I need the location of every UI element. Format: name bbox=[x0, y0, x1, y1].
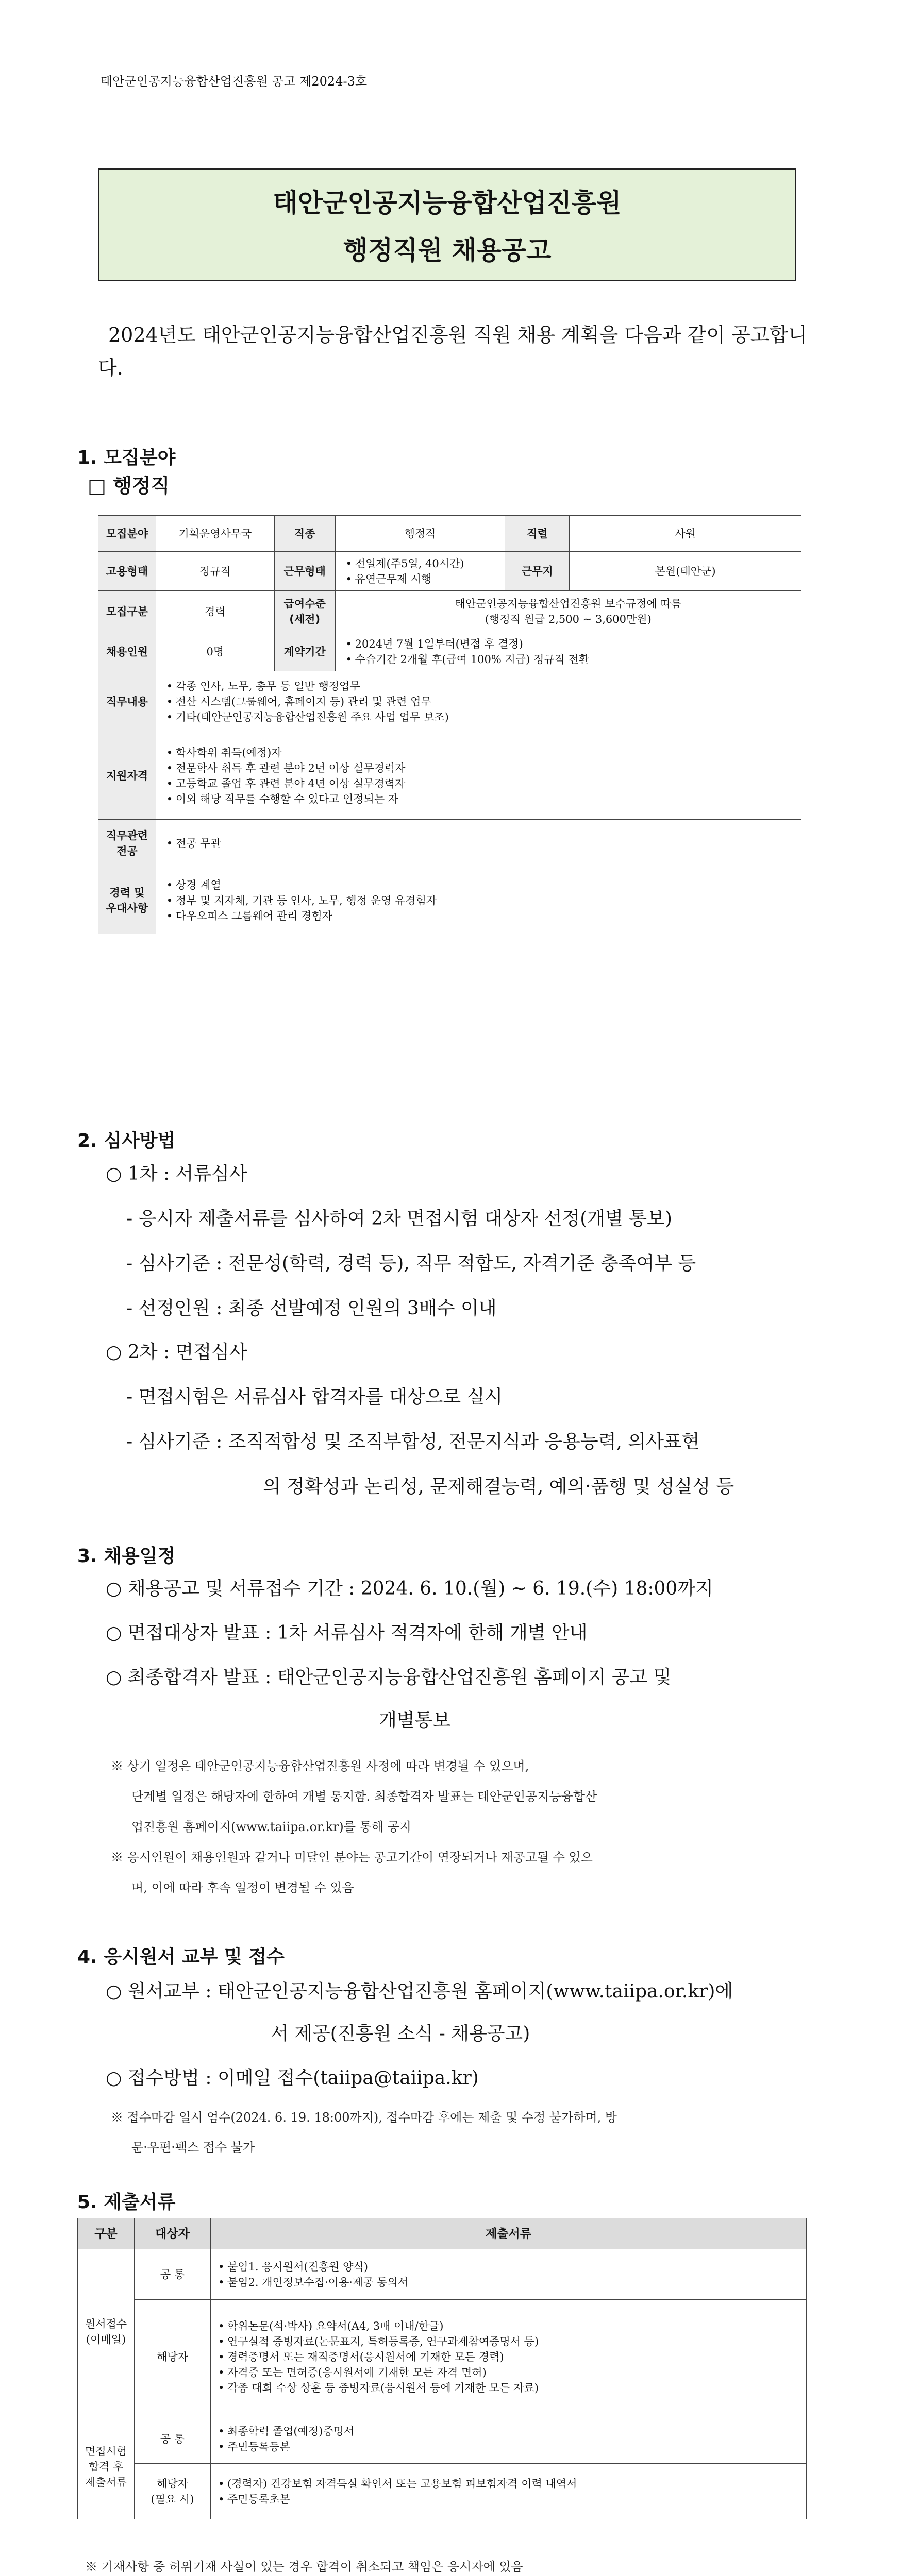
target-cell: 공 통 bbox=[135, 2414, 211, 2464]
table-key-line: 급여수준 bbox=[283, 597, 326, 610]
schedule-note: 업진흥원 홈페이지(www.taiipa.or.kr)를 통해 공지 bbox=[131, 1820, 411, 1834]
notice-number: 태안군인공지능융합산업진흥원 공고 제2024-3호 bbox=[101, 74, 368, 89]
schedule-note: 며, 이에 따라 후속 일정이 변경될 수 있음 bbox=[131, 1880, 354, 1895]
table-cell: 태안군인공지능융합산업진흥원 보수규정에 따름 (행정직 원급 2,500 ~ 3,600만원) bbox=[335, 591, 801, 632]
table-key: 고용형태 bbox=[98, 552, 156, 591]
group-label bbox=[78, 2249, 135, 2414]
table-key: 계약기간 bbox=[274, 632, 335, 671]
target-line: (필요 시) bbox=[151, 2493, 194, 2505]
list-item: • 경력증명서 또는 재직증명서(응시원서에 기재한 모든 경력) bbox=[216, 2349, 801, 2365]
docs-cell bbox=[211, 2414, 807, 2464]
review-line: - 면접시험은 서류심사 합격자를 대상으로 실시 bbox=[126, 1386, 503, 1408]
list-item: • 전산 시스템(그룹웨어, 홈페이지 등) 관리 및 관련 업무 bbox=[165, 694, 798, 709]
title-line2: 행정직원 채용공고 bbox=[343, 235, 552, 265]
application-line: ○ 접수방법 : 이메일 접수(taiipa@taiipa.kr) bbox=[106, 2067, 479, 2089]
application-note: ※ 접수마감 일시 엄수(2024. 6. 19. 18:00까지), 접수마감 후에는 제출 및 수정 불가하며, 방 bbox=[111, 2110, 617, 2125]
group-label bbox=[78, 2414, 135, 2519]
documents-note: ※ 기재사항 중 허위기재 사실이 있는 경우 합격이 취소되고 책임은 응시자에 있음 bbox=[85, 2560, 523, 2574]
table-cell bbox=[335, 632, 801, 671]
list-item: • 주민등록등본 bbox=[216, 2439, 801, 2454]
application-note: 문·우편·팩스 접수 불가 bbox=[131, 2140, 255, 2155]
table-cell bbox=[156, 671, 801, 732]
list-item: • 전일제(주5일, 40시간) bbox=[345, 556, 502, 571]
table-key-line: (세전) bbox=[289, 613, 321, 625]
table-cell: 기획운영사무국 bbox=[156, 516, 274, 552]
list-item: • 전공 무관 bbox=[165, 836, 798, 851]
table-key: 근무지 bbox=[505, 552, 570, 591]
group-label-line: 제출서류 bbox=[85, 2476, 127, 2488]
review-line: - 응시자 제출서류를 심사하여 2차 면접시험 대상자 선정(개별 통보) bbox=[126, 1208, 672, 1229]
table-key-line: 직무관련 bbox=[106, 829, 148, 842]
schedule-line: ○ 면접대상자 발표 : 1차 서류심사 적격자에 한해 개별 안내 bbox=[106, 1622, 588, 1643]
list-item: • 연구실적 증빙자료(논문표지, 특허등록증, 연구과제참여증명서 등) bbox=[216, 2334, 801, 2349]
list-item: • 자격증 또는 면허증(응시원서에 기재한 모든 자격 면허) bbox=[216, 2365, 801, 2380]
group-label-line: (이메일) bbox=[86, 2333, 126, 2346]
review-line: - 심사기준 : 조직적합성 및 조직부합성, 전문지식과 응용능력, 의사표현 bbox=[126, 1431, 700, 1452]
group-label-line: 합격 후 bbox=[88, 2460, 124, 2473]
table-cell bbox=[335, 552, 505, 591]
table-key: 직종 bbox=[274, 516, 335, 552]
table-key: 직렬 bbox=[505, 516, 570, 552]
table-key-line: 전공 bbox=[116, 844, 138, 857]
table-cell bbox=[156, 867, 801, 934]
list-item: • 각종 대회 수상 상훈 등 증빙자료(응시원서 등에 기재한 모든 자료) bbox=[216, 2380, 801, 2396]
list-item: • 2024년 7월 1일부터(면접 후 결정) bbox=[345, 636, 798, 652]
review-line: ○ 2차 : 면접심사 bbox=[106, 1342, 247, 1363]
docs-cell bbox=[211, 2464, 807, 2519]
list-item: • 학위논문(석·박사) 요약서(A4, 3매 이내/한글) bbox=[216, 2318, 801, 2334]
list-item: • 상경 계열 bbox=[165, 877, 798, 893]
table-key bbox=[98, 820, 156, 867]
list-item: • 주민등록초본 bbox=[216, 2492, 801, 2507]
table-cell: 정규직 bbox=[156, 552, 274, 591]
section2-heading: 2. 심사방법 bbox=[77, 1130, 176, 1151]
documents-table bbox=[77, 2218, 807, 2519]
section4-heading: 4. 응시원서 교부 및 접수 bbox=[77, 1946, 285, 1968]
review-line: 의 정확성과 논리성, 문제해결능력, 예의·품행 및 성실성 등 bbox=[263, 1476, 734, 1497]
table-header: 대상자 bbox=[135, 2218, 211, 2249]
table-cell bbox=[156, 732, 801, 820]
review-line: - 선정인원 : 최종 선발예정 인원의 3배수 이내 bbox=[126, 1298, 497, 1319]
schedule-line: 개별통보 bbox=[379, 1710, 451, 1731]
group-label-line: 원서접수 bbox=[85, 2317, 127, 2330]
section1-heading: 1. 모집분야 bbox=[77, 447, 176, 468]
table-key bbox=[274, 591, 335, 632]
list-item: • (경력자) 건강보험 자격득실 확인서 또는 고용보험 피보험자격 이력 내역서 bbox=[216, 2476, 801, 2492]
table-key: 모집분야 bbox=[98, 516, 156, 552]
list-item: • 이외 해당 직무를 수행할 수 있다고 인정되는 자 bbox=[165, 791, 798, 807]
list-item: • 다우오피스 그룹웨어 관리 경험자 bbox=[165, 908, 798, 924]
table-key bbox=[98, 867, 156, 934]
table-key: 지원자격 bbox=[98, 732, 156, 820]
docs-cell bbox=[211, 2300, 807, 2414]
group-label-line: 면접시험 bbox=[85, 2445, 127, 2458]
list-item: • 각종 인사, 노무, 총무 등 일반 행정업무 bbox=[165, 679, 798, 694]
schedule-note: ※ 응시인원이 채용인원과 같거나 미달인 분야는 공고기간이 연장되거나 재공고될 수 있으 bbox=[111, 1850, 593, 1865]
schedule-note: ※ 상기 일정은 태안군인공지능융합산업진흥원 사정에 따라 변경될 수 있으며, bbox=[111, 1759, 529, 1773]
table-key: 모집구분 bbox=[98, 591, 156, 632]
application-line: 서 제공(진흥원 소식 - 채용공고) bbox=[271, 2023, 530, 2044]
table-key: 근무형태 bbox=[274, 552, 335, 591]
table-cell: 본원(태안군) bbox=[570, 552, 801, 591]
list-item: • 붙임1. 응시원서(진흥원 양식) bbox=[216, 2259, 801, 2275]
intro-text: 2024년도 태안군인공지능융합산업진흥원 직원 채용 계획을 다음과 같이 공고합니다. bbox=[98, 324, 807, 379]
recruit-table bbox=[98, 515, 801, 934]
target-cell bbox=[135, 2464, 211, 2519]
section3-heading: 3. 채용일정 bbox=[77, 1546, 176, 1567]
list-item: • 전문학사 취득 후 관련 분야 2년 이상 실무경력자 bbox=[165, 760, 798, 776]
table-header: 제출서류 bbox=[211, 2218, 807, 2249]
schedule-note: 단계별 일정은 해당자에 한하여 개별 통지함. 최종합격자 발표는 태안군인공지능융합산 bbox=[131, 1789, 597, 1804]
table-key-line: 우대사항 bbox=[106, 902, 148, 914]
title-box bbox=[98, 168, 796, 281]
list-item: • 정부 및 지자체, 기관 등 인사, 노무, 행정 운영 유경험자 bbox=[165, 893, 798, 908]
list-item: • 최종학력 졸업(예정)증명서 bbox=[216, 2424, 801, 2439]
table-key: 직무내용 bbox=[98, 671, 156, 732]
docs-cell bbox=[211, 2249, 807, 2300]
application-line: ○ 원서교부 : 태안군인공지능융합산업진흥원 홈페이지(www.taiipa.or.kr)에 bbox=[106, 1981, 733, 2002]
section5-heading: 5. 제출서류 bbox=[77, 2192, 176, 2213]
review-line: - 심사기준 : 전문성(학력, 경력 등), 직무 적합도, 자격기준 충족여부 등 bbox=[126, 1253, 696, 1274]
list-item: • 학사학위 취득(예정)자 bbox=[165, 745, 798, 760]
schedule-line: ○ 최종합격자 발표 : 태안군인공지능융합산업진흥원 홈페이지 공고 및 bbox=[106, 1667, 672, 1688]
list-item: • 유연근무제 시행 bbox=[345, 571, 502, 587]
table-cell bbox=[156, 820, 801, 867]
target-cell: 해당자 bbox=[135, 2300, 211, 2414]
table-key-line: 경력 및 bbox=[109, 886, 145, 899]
section1-subheading: □ 행정직 bbox=[88, 474, 170, 497]
title-line1: 태안군인공지능융합산업진흥원 bbox=[273, 188, 622, 218]
target-cell: 공 통 bbox=[135, 2249, 211, 2300]
table-cell: 사원 bbox=[570, 516, 801, 552]
table-cell: 경력 bbox=[156, 591, 274, 632]
table-cell: 행정직 bbox=[335, 516, 505, 552]
list-item: • 붙임2. 개인정보수집·이용·제공 동의서 bbox=[216, 2275, 801, 2290]
table-cell: 0명 bbox=[156, 632, 274, 671]
review-line: ○ 1차 : 서류심사 bbox=[106, 1163, 247, 1184]
list-item: • 고등학교 졸업 후 관련 분야 4년 이상 실무경력자 bbox=[165, 776, 798, 791]
list-item: • 수습기간 2개월 후(급여 100% 지급) 정규직 전환 bbox=[345, 652, 798, 667]
table-header: 구분 bbox=[78, 2218, 135, 2249]
list-item: • 기타(태안군인공지능융합산업진흥원 주요 사업 업무 보조) bbox=[165, 709, 798, 725]
target-line: 해당자 bbox=[157, 2477, 188, 2490]
table-key: 채용인원 bbox=[98, 632, 156, 671]
schedule-line: ○ 채용공고 및 서류접수 기간 : 2024. 6. 10.(월) ~ 6. 19.(수) 18:00까지 bbox=[106, 1578, 713, 1599]
